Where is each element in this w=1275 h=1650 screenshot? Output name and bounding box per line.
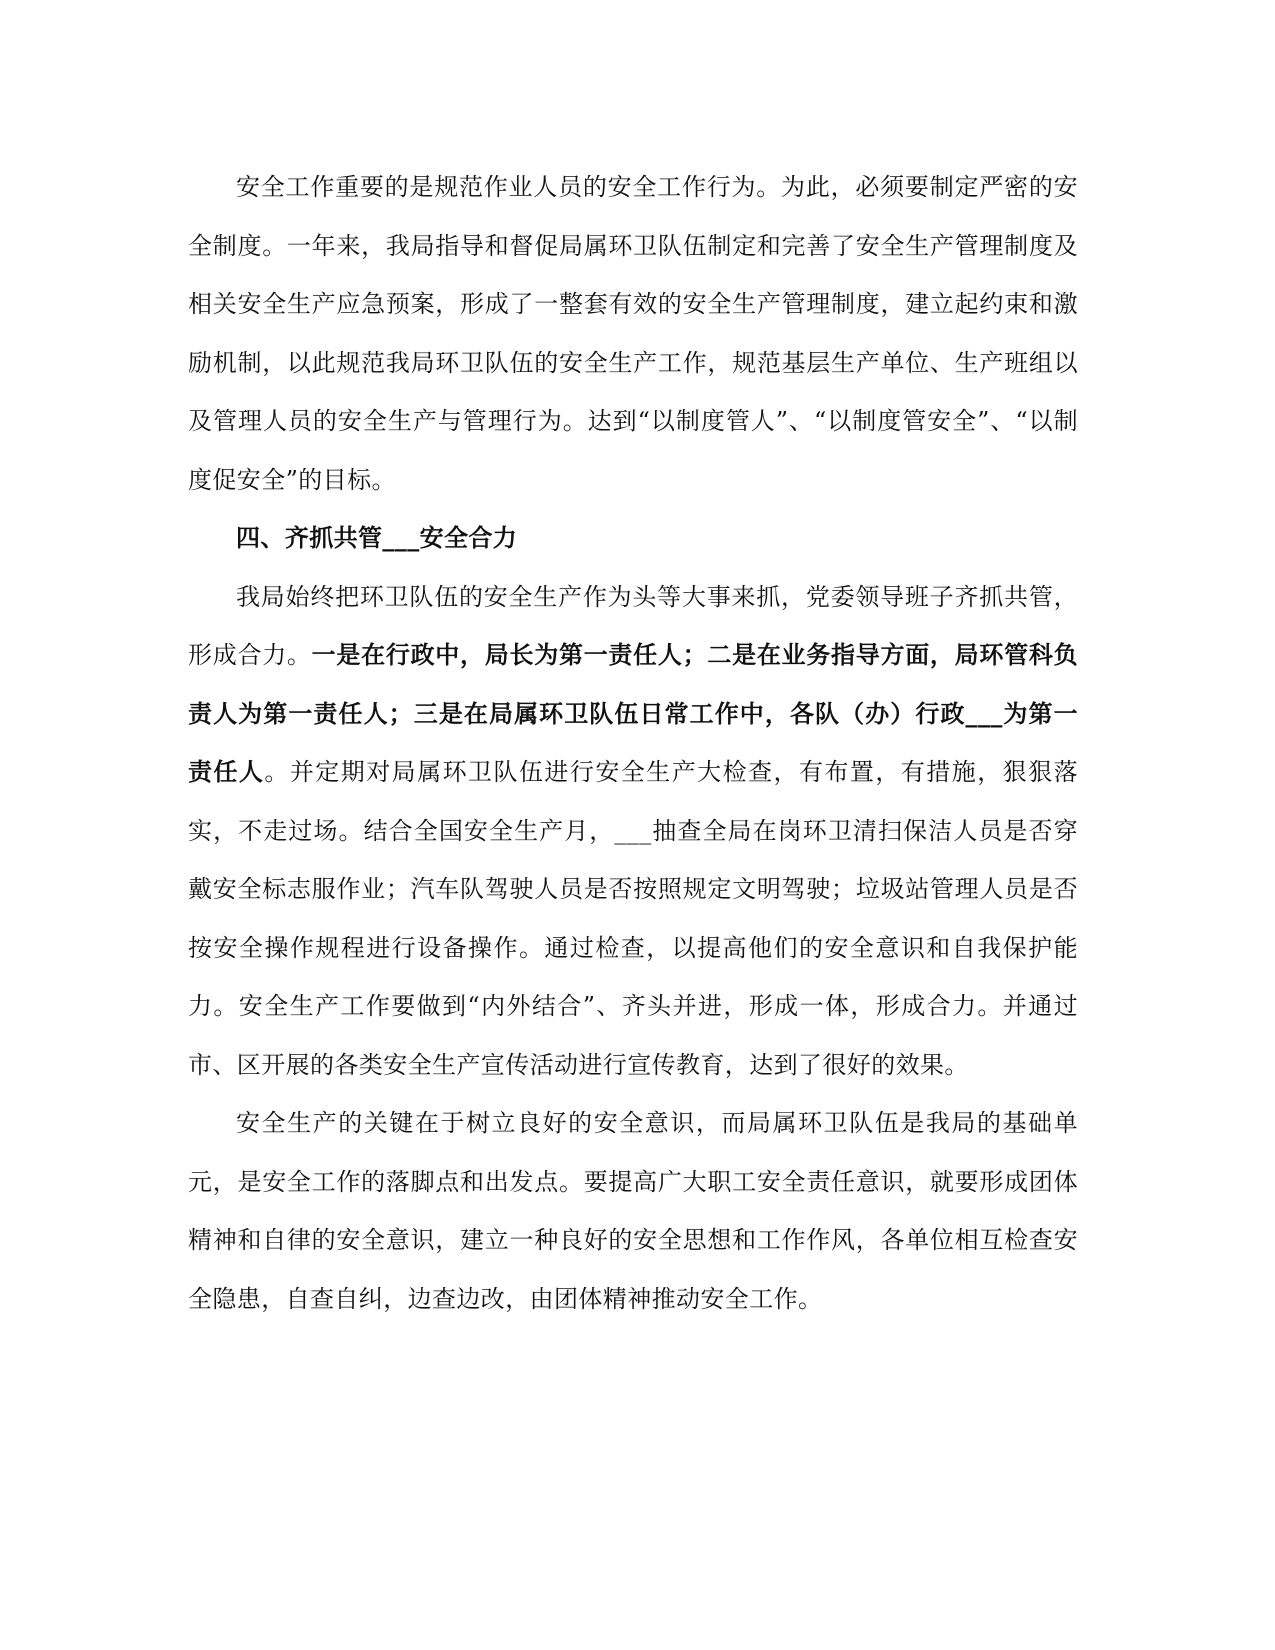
- paragraph-safety-awareness: 安全生产的关键在于树立良好的安全意识，而局属环卫队伍是我局的基础单元，是安全工作的落脚点和出发点。要提高广大职工安全责任意识，就要形成团体精神和自律的安全意识，建立一种良好的安全思想和工作作风，各单位相互检查安全隐患，自查自纠，边查边改，由团体精神推动安全工作。: [188, 1109, 1078, 1313]
- responsibility-statement: 一是在行政中，局长为第一责任人；二是在业务指导方面，局环管科负责人为第一责任人；三是在局属环卫队伍日常工作中，各队（办）行政___为第一责任人: [188, 640, 1078, 786]
- paragraph-joint-management-intro: 我局始终把环卫队伍的安全生产作为头等大事来抓，党委领导班子齐抓共管，形成合力。: [188, 582, 1078, 669]
- document-body: [188, 158, 1078, 1328]
- paragraph-joint-management: [188, 568, 1078, 1095]
- paragraph-safety-regulations: 安全工作重要的是规范作业人员的安全工作行为。为此，必须要制定严密的安全制度。一年来，我局指导和督促局属环卫队伍制定和完善了安全生产管理制度及相关安全生产应急预案，形成了一整套有效的安全生产管理制度，建立起约束和激励机制，以此规范我局环卫队伍的安全生产工作，规范基层生产单位、生产班组以及管理人员的安全生产与管理行为。达到“以制度管人”、“以制度管安全”、“以制度促安全”的目标。: [188, 173, 1078, 494]
- paragraph-joint-management-rest: 。并定期对局属环卫队伍进行安全生产大检查，有布置，有措施，狠狠落实，不走过场。结合全国安全生产月，___抽查全局在岗环卫清扫保洁人员是否穿戴安全标志服作业；汽车队驾驶人员是否按照规定文明驾驶；垃圾站管理人员是否按安全操作规程进行设备操作。通过检查，以提高他们的安全意识和自我保护能力。安全生产工作要做到“内外结合”、齐头并进，形成一体，形成合力。并通过市、区开展的各类安全生产宣传活动进行宣传教育，达到了很好的效果。: [188, 758, 1078, 1079]
- section-heading-4: 四、齐抓共管___安全合力: [236, 523, 518, 552]
